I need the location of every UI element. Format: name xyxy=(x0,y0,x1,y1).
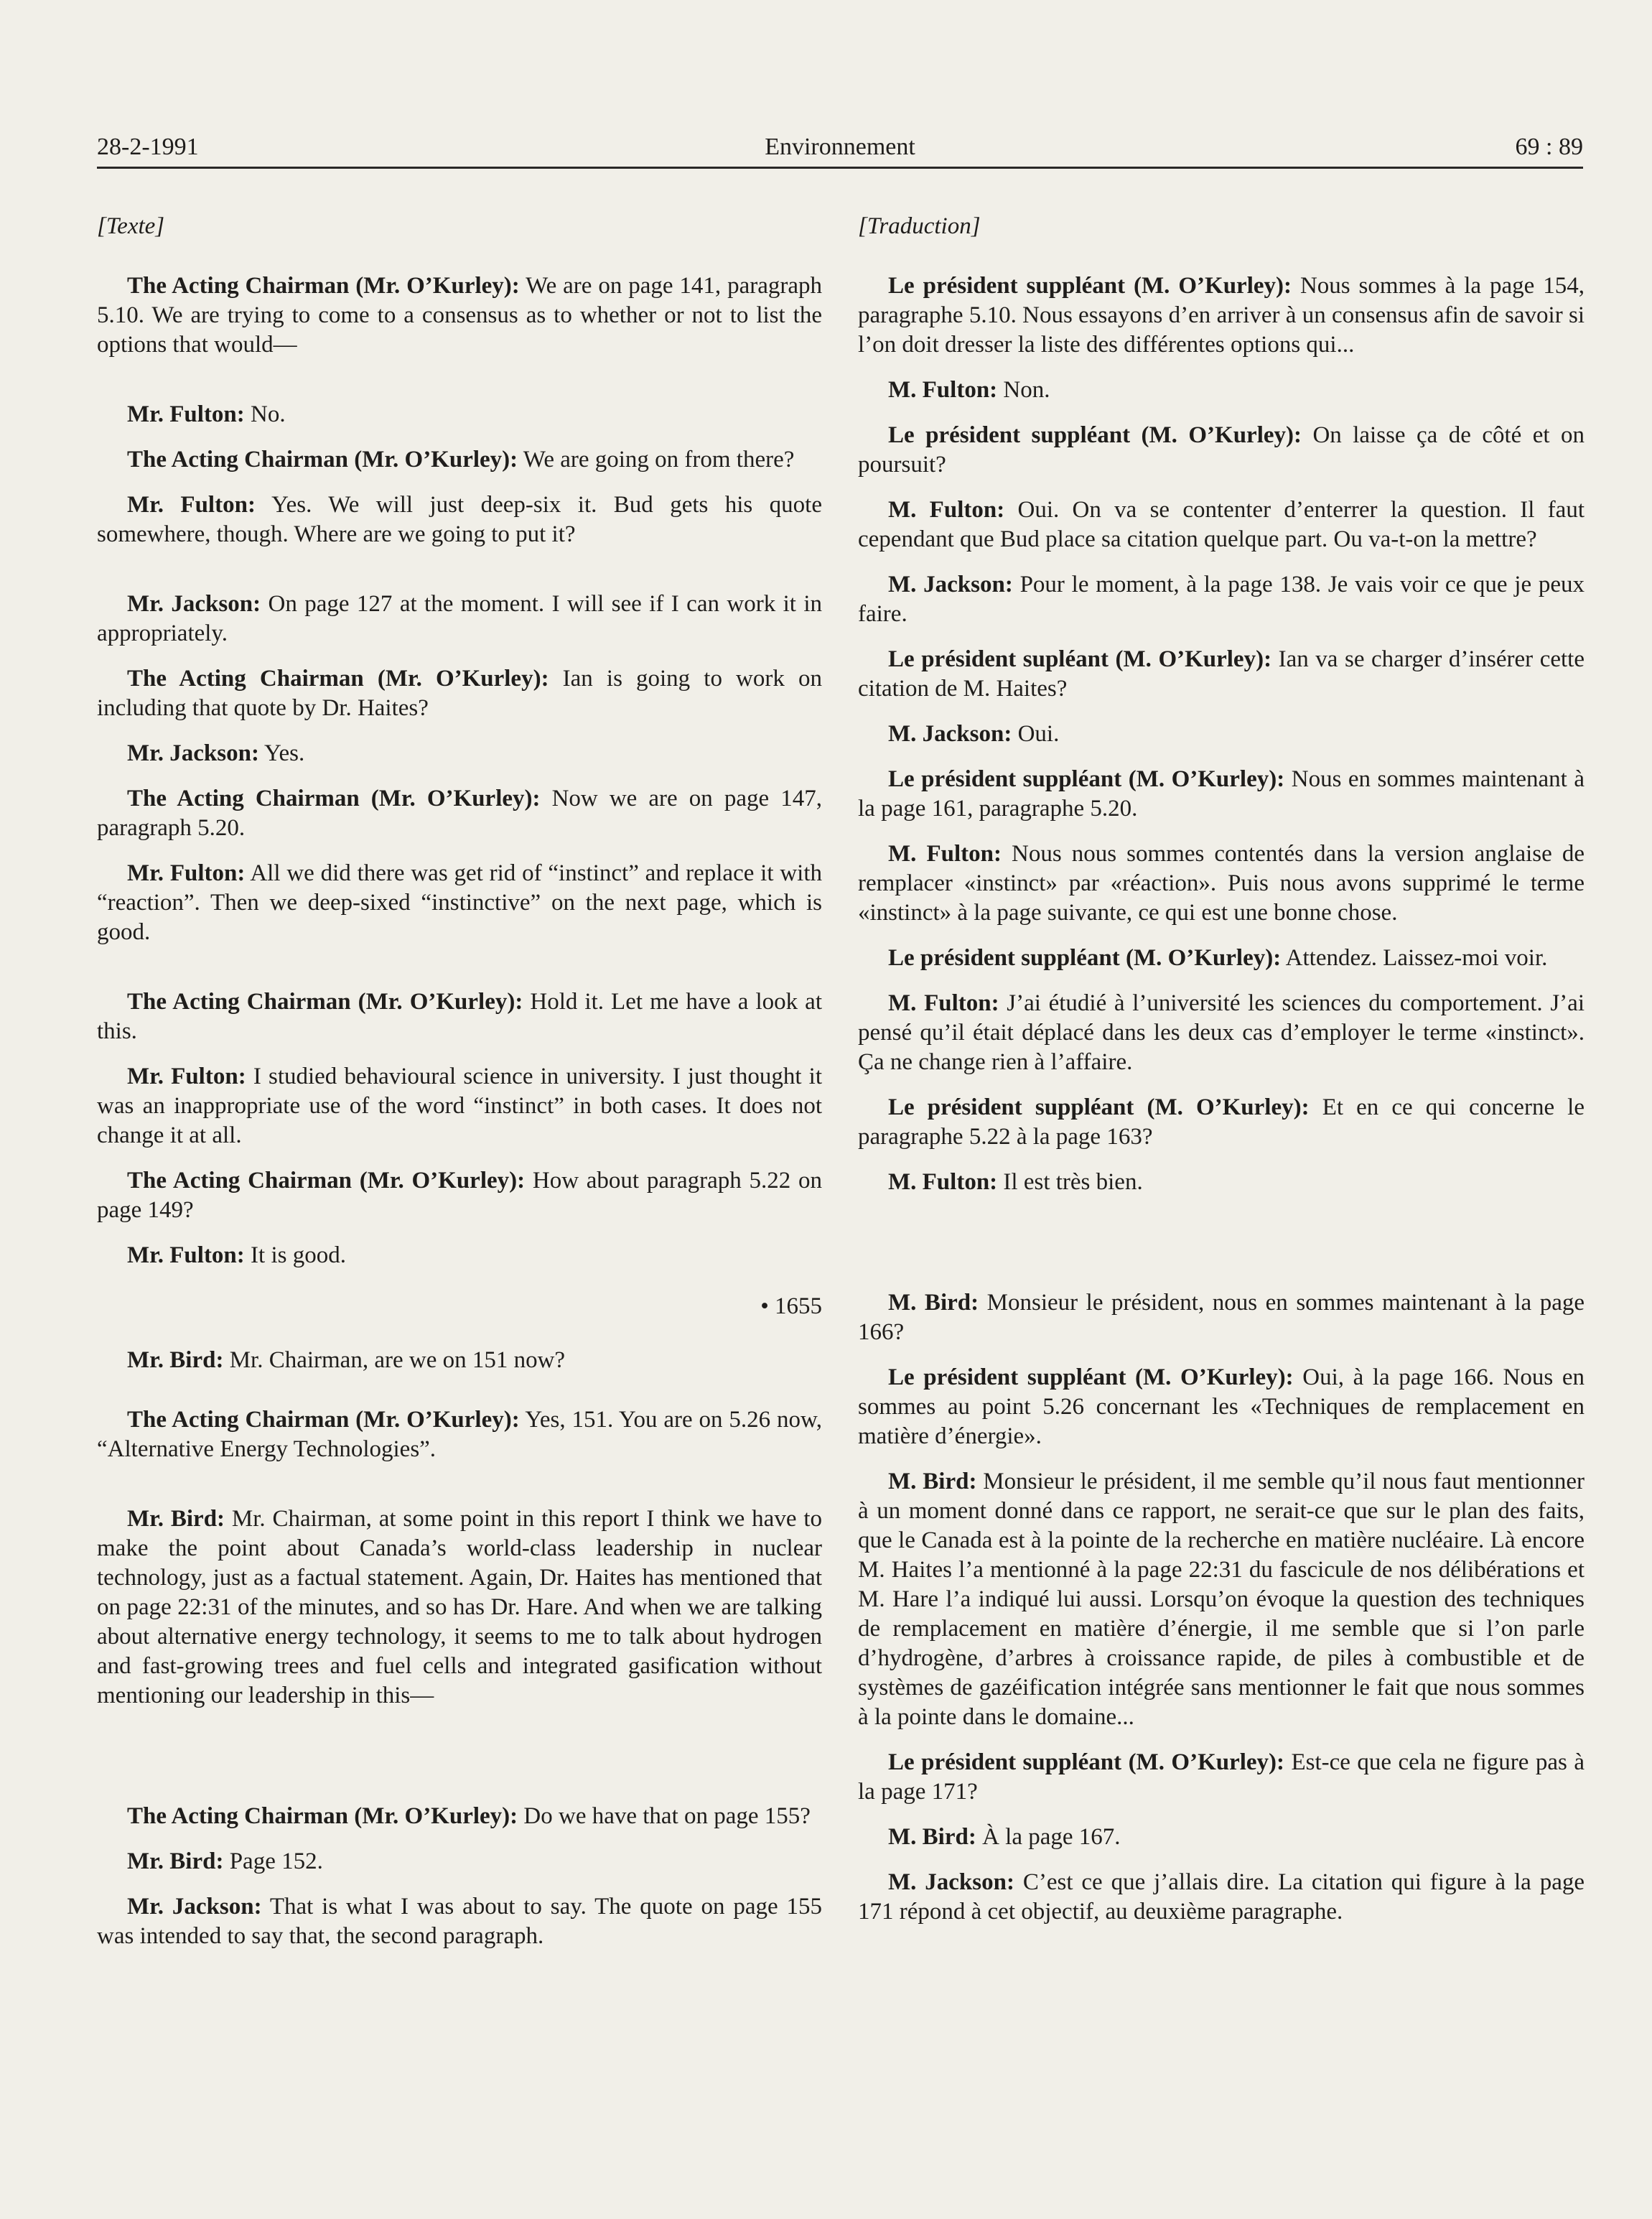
speech-text: Mr. Chairman, are we on 151 now? xyxy=(223,1347,566,1373)
speech-paragraph xyxy=(97,859,822,947)
speaker-name: The Acting Chairman (Mr. O’Kurley): xyxy=(127,786,541,811)
speech-text: Ian va se charger d’insérer cette citation de M. Haites? xyxy=(858,646,1585,702)
speech-paragraph xyxy=(858,1168,1585,1197)
speech-text: It is good. xyxy=(244,1242,346,1268)
speech-text: Est-ce que cela ne figure pas à la page 171? xyxy=(858,1749,1585,1805)
speech-paragraph xyxy=(97,739,822,768)
speaker-name: Mr. Fulton: xyxy=(127,492,256,518)
speech-text: We are going on from there? xyxy=(518,447,795,473)
speech-text: We are on page 141, paragraph 5.10. We are trying to come to a consensus as to whether or not to list the options that would— xyxy=(97,273,822,358)
speaker-name: The Acting Chairman (Mr. O’Kurley): xyxy=(127,273,520,299)
speaker-name: Le président suppléant (M. O’Kurley): xyxy=(888,1364,1294,1390)
speech-paragraph xyxy=(858,1093,1585,1152)
speech-text: All we did there was get rid of “instinct” and replace it with “reaction”. Then we deep-sixed “instinctive” on the next page, which is good. xyxy=(97,860,822,945)
speech-text: Hold it. Let me have a look at this. xyxy=(97,989,822,1044)
english-column xyxy=(97,212,822,1967)
speaker-name: Mr. Jackson: xyxy=(127,591,261,617)
time-marker: • 1655 xyxy=(760,1293,822,1319)
speaker-name: Le président suppléant (M. O’Kurley): xyxy=(888,1094,1310,1120)
speech-text: Monsieur le président, nous en sommes maintenant à la page 166? xyxy=(858,1290,1585,1345)
speech-text: Oui, à la page 166. Nous en sommes au point 5.26 concernant les «Techniques de remplacement en matière d’énergie». xyxy=(858,1364,1585,1449)
speech-paragraph xyxy=(858,1363,1585,1451)
header-page-number: 69 : 89 xyxy=(1515,134,1583,160)
speech-paragraph xyxy=(858,1467,1585,1732)
speech-paragraph xyxy=(858,839,1585,928)
speech-paragraph xyxy=(858,570,1585,629)
speech-text: Il est très bien. xyxy=(997,1169,1143,1195)
speech-text: Nous en sommes maintenant à la page 161, paragraphe 5.20. xyxy=(858,766,1585,822)
speech-paragraph xyxy=(858,271,1585,360)
speech-paragraph xyxy=(858,645,1585,704)
speech-text: Oui. On va se contenter d’enterrer la question. Il faut cependant que Bud place sa citation quelque part. Ou va-t-on la mettre? xyxy=(858,497,1585,552)
speech-paragraph xyxy=(97,1802,822,1831)
speech-paragraph xyxy=(97,1892,822,1951)
speech-paragraph xyxy=(97,1241,822,1270)
speech-paragraph xyxy=(858,1868,1585,1927)
speech-text: I studied behavioural science in university. I just thought it was an inappropriate use of the word “instinct” in both cases. It does not change it at all. xyxy=(97,1064,822,1148)
speech-text: Yes, 151. You are on 5.26 now, “Alternative Energy Technologies”. xyxy=(97,1407,822,1462)
speaker-name: Le président suppléant (M. O’Kurley): xyxy=(888,422,1302,448)
speech-text: Now we are on page 147, paragraph 5.20. xyxy=(97,786,822,841)
speech-paragraph xyxy=(858,1823,1585,1852)
speech-paragraph xyxy=(97,400,822,429)
speech-text: Et en ce qui concerne le paragraphe 5.22 à la page 163? xyxy=(858,1094,1585,1150)
speaker-name: M. Bird: xyxy=(888,1824,976,1850)
speaker-name: Mr. Bird: xyxy=(127,1506,225,1532)
speech-paragraph xyxy=(858,1748,1585,1807)
speaker-name: Le président supléant (M. O’Kurley): xyxy=(888,646,1272,672)
speech-paragraph xyxy=(97,1504,822,1711)
speech-paragraph xyxy=(97,490,822,549)
speech-text: J’ai étudié à l’université les sciences du comportement. J’ai pensé qu’il était déplacé dans les deux cas d’employer le terme «instinct». Ça ne change rien à l’affaire. xyxy=(858,990,1585,1075)
speaker-name: M. Fulton: xyxy=(888,377,998,403)
speaker-name: M. Fulton: xyxy=(888,1169,998,1195)
speech-paragraph xyxy=(97,664,822,723)
speaker-name: Le président suppléant (M. O’Kurley): xyxy=(888,945,1282,971)
speech-paragraph xyxy=(97,1405,822,1464)
speech-text: On page 127 at the moment. I will see if I can work it in appropriately. xyxy=(97,591,823,646)
speech-text: Do we have that on page 155? xyxy=(518,1803,811,1829)
speaker-name: M. Jackson: xyxy=(888,1869,1014,1895)
speaker-name: M. Jackson: xyxy=(888,721,1012,747)
speech-paragraph xyxy=(858,496,1585,554)
speech-paragraph xyxy=(858,376,1585,405)
speaker-name: Mr. Fulton: xyxy=(127,401,245,427)
speech-text: Oui. xyxy=(1012,721,1060,747)
speaker-name: The Acting Chairman (Mr. O’Kurley): xyxy=(127,447,518,473)
left-column-label: [Texte] xyxy=(97,213,165,239)
speech-paragraph xyxy=(97,1062,822,1150)
speech-text: À la page 167. xyxy=(976,1824,1121,1850)
speech-paragraph xyxy=(97,1166,822,1225)
speech-text: That is what I was about to say. The quote on page 155 was intended to say that, the second paragraph. xyxy=(97,1894,822,1949)
speaker-name: M. Fulton: xyxy=(888,497,1005,523)
speech-text: C’est ce que j’allais dire. La citation qui figure à la page 171 répond à cet objectif, au deuxième paragraphe. xyxy=(858,1869,1585,1925)
speaker-name: The Acting Chairman (Mr. O’Kurley): xyxy=(127,989,523,1015)
page-header xyxy=(97,124,1583,169)
speech-paragraph xyxy=(97,1346,822,1375)
header-date: 28-2-1991 xyxy=(97,134,199,160)
speech-text: Attendez. Laissez-moi voir. xyxy=(1281,945,1548,971)
speaker-name: M. Jackson: xyxy=(888,572,1013,597)
speaker-name: Le président suppléant (M. O’Kurley): xyxy=(888,273,1292,299)
speech-paragraph xyxy=(97,1847,822,1876)
speech-paragraph xyxy=(858,421,1585,480)
speech-paragraph xyxy=(97,590,822,648)
header-title: Environnement xyxy=(765,134,915,160)
speech-text: Ian is going to work on including that quote by Dr. Haites? xyxy=(97,666,822,721)
speech-text: Pour le moment, à la page 138. Je vais voir ce que je peux faire. xyxy=(858,572,1585,627)
french-column xyxy=(858,212,1585,1943)
speech-paragraph xyxy=(858,989,1585,1077)
speaker-name: Mr. Jackson: xyxy=(127,1894,262,1920)
speech-paragraph xyxy=(858,1288,1585,1347)
speaker-name: The Acting Chairman (Mr. O’Kurley): xyxy=(127,666,549,692)
speech-text: How about paragraph 5.22 on page 149? xyxy=(97,1168,822,1223)
speech-text: No. xyxy=(244,401,286,427)
speech-paragraph xyxy=(97,784,822,843)
speaker-name: The Acting Chairman (Mr. O’Kurley): xyxy=(127,1407,520,1433)
right-column-label: [Traduction] xyxy=(858,213,981,239)
speech-paragraph xyxy=(97,987,822,1046)
speech-paragraph xyxy=(858,765,1585,824)
speaker-name: Mr. Fulton: xyxy=(127,1064,246,1089)
speaker-name: Mr. Fulton: xyxy=(127,860,246,886)
speaker-name: Mr. Bird: xyxy=(127,1848,224,1874)
speech-text: Nous nous sommes contentés dans la version anglaise de remplacer «instinct» par «réaction». Puis nous avons supprimé le terme «instinct» à la page suivante, ce qui est une bonne chose. xyxy=(858,841,1585,926)
speaker-name: Le président suppléant (M. O’Kurley): xyxy=(888,766,1285,792)
speech-paragraph xyxy=(858,944,1585,973)
speech-text: Yes. xyxy=(258,740,305,766)
speech-paragraph xyxy=(97,271,822,360)
speaker-name: Mr. Jackson: xyxy=(127,740,259,766)
speaker-name: The Acting Chairman (Mr. O’Kurley): xyxy=(127,1803,518,1829)
speaker-name: Le président suppléant (M. O’Kurley): xyxy=(888,1749,1285,1775)
speaker-name: M. Fulton: xyxy=(888,990,999,1016)
speaker-name: M. Fulton: xyxy=(888,841,1002,867)
speech-text: Yes. We will just deep-six it. Bud gets his quote somewhere, though. Where are we going to put it? xyxy=(97,492,822,547)
speech-paragraph xyxy=(97,445,822,475)
speech-text: Page 152. xyxy=(223,1848,323,1874)
speech-text: Nous sommes à la page 154, paragraphe 5.10. Nous essayons d’en arriver à un consensus afin de savoir si l’on doit dresser la liste des différentes options qui... xyxy=(858,273,1585,358)
speaker-name: M. Bird: xyxy=(888,1469,977,1494)
speech-text: Non. xyxy=(997,377,1050,403)
speaker-name: M. Bird: xyxy=(888,1290,979,1316)
speech-text: Mr. Chairman, at some point in this report I think we have to make the point about Canada’s world-class leadership in nuclear technology, just as a factual statement. Again, Dr. Haites has mentioned that on page 22:31 of the minutes, and so has Dr. Hare. And when we are talking about alternative energy technology, it seems to me to talk about hydrogen and fast-growing trees and fuel cells and integrated gasification without mentioning our leadership in this— xyxy=(97,1506,822,1708)
speaker-name: Mr. Bird: xyxy=(127,1347,224,1373)
speaker-name: Mr. Fulton: xyxy=(127,1242,245,1268)
speech-paragraph xyxy=(858,720,1585,749)
speech-text: Monsieur le président, il me semble qu’il nous faut mentionner à un moment donné dans ce rapport, ne serait-ce que sur le plan des faits, que le Canada est à la pointe de la recherche en matière nucléaire. Là encore M. Haites l’a mentionné à la page 22:31 du fascicule de nos délibérations et M. Hare l’a indiqué lui aussi. Lorsqu’on évoque la question des techniques de remplacement en matière d’énergie, il me semble que si l’on parle d’hydrogène, d’arbres à croissance rapide, de piles à combustible et de systèmes de gazéification intégrée sans mentionner le fait que nous sommes à la pointe dans le domaine... xyxy=(858,1469,1585,1730)
speech-text: On laisse ça de côté et on poursuit? xyxy=(858,422,1585,478)
speaker-name: The Acting Chairman (Mr. O’Kurley): xyxy=(127,1168,526,1194)
